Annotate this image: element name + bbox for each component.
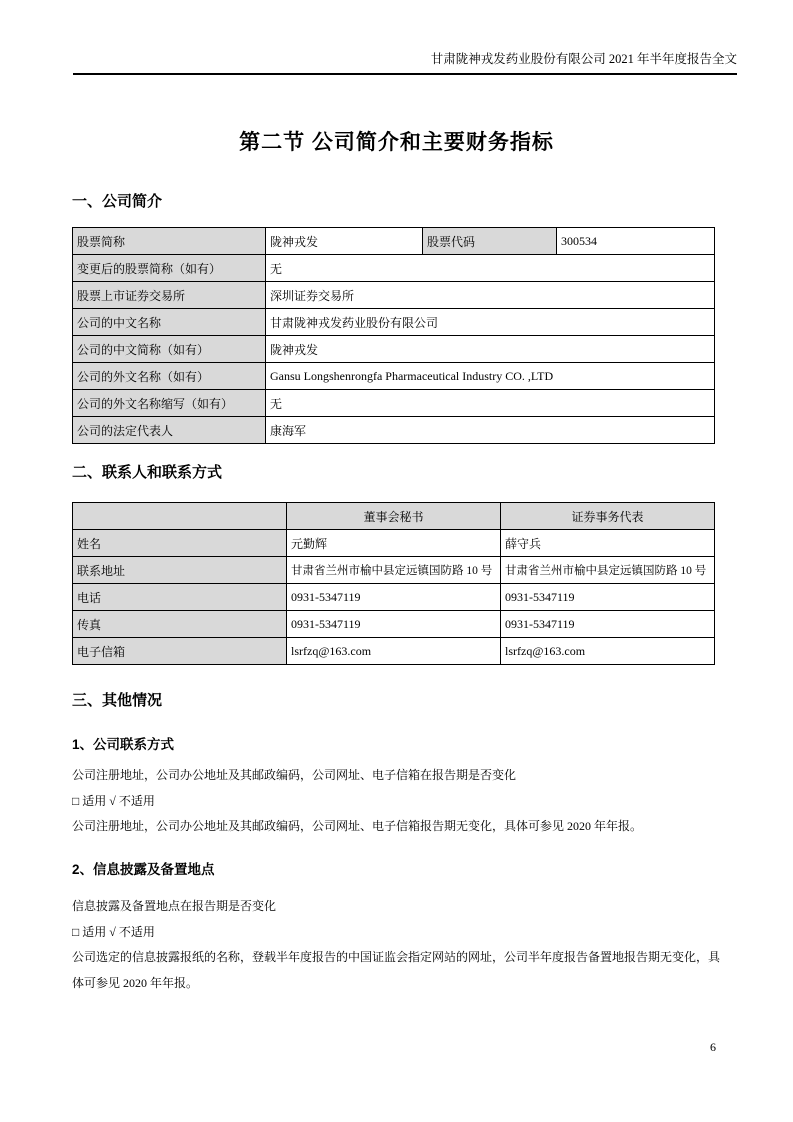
company-profile-table [72, 227, 715, 444]
table-cell-value: 元勤辉 [287, 530, 501, 557]
applicability-line: □ 适用 √ 不适用 [72, 794, 155, 808]
body-text: 信息披露及备置地点在报告期是否变化 [72, 899, 277, 913]
table-row [73, 584, 715, 611]
table-cell-value: 无 [266, 390, 715, 417]
table-row [73, 282, 715, 309]
page-number: 6 [710, 1040, 716, 1054]
table-cell-value: 0931-5347119 [501, 584, 715, 611]
table-cell-value: lsrfzq@163.com [287, 638, 501, 665]
table-cell-value: 甘肃省兰州市榆中县定远镇国防路 10 号 [287, 557, 501, 584]
table-cell-label: 股票代码 [423, 228, 557, 255]
contacts-table [72, 502, 715, 665]
table-header-row [73, 503, 715, 530]
table-cell-value: 0931-5347119 [287, 611, 501, 638]
table-row [73, 638, 715, 665]
table-cell-header: 董事会秘书 [287, 503, 501, 530]
table-cell-blank [73, 503, 287, 530]
table-row [73, 336, 715, 363]
table-row [73, 390, 715, 417]
table-cell-label: 公司的中文简称（如有） [73, 336, 266, 363]
table-cell-label: 姓名 [73, 530, 287, 557]
section-3-heading: 三、其他情况 [72, 692, 163, 709]
applicability-line: □ 适用 √ 不适用 [72, 925, 155, 939]
table-cell-value: Gansu Longshenrongfa Pharmaceutical Industry CO. ,LTD [266, 363, 715, 390]
table-cell-value: 甘肃省兰州市榆中县定远镇国防路 10 号 [501, 557, 715, 584]
table-row [73, 417, 715, 444]
page-header-text: 甘肃陇神戎发药业股份有限公司 2021 年半年度报告全文 [430, 52, 737, 66]
table-cell-label: 变更后的股票简称（如有） [73, 255, 266, 282]
section-2-heading: 二、联系人和联系方式 [72, 464, 223, 481]
table-cell-label: 公司的中文名称 [73, 309, 266, 336]
table-cell-label: 电话 [73, 584, 287, 611]
table-cell-label: 股票上市证券交易所 [73, 282, 266, 309]
page-title: 第二节 公司简介和主要财务指标 [239, 131, 554, 154]
table-cell-label: 公司的外文名称缩写（如有） [73, 390, 266, 417]
table-cell-label: 传真 [73, 611, 287, 638]
table-row [73, 557, 715, 584]
table-cell-value: 甘肃陇神戎发药业股份有限公司 [266, 309, 715, 336]
body-text: 公司注册地址，公司办公地址及其邮政编码，公司网址、电子信箱报告期无变化，具体可参见 2020 年年报。 [72, 819, 643, 833]
table-row [73, 255, 715, 282]
table-cell-label: 公司的法定代表人 [73, 417, 266, 444]
table-cell-header: 证券事务代表 [501, 503, 715, 530]
subsection-1-heading: 1、公司联系方式 [72, 737, 175, 752]
table-cell-value: 0931-5347119 [287, 584, 501, 611]
table-cell-value: 300534 [557, 228, 715, 255]
table-cell-value: lsrfzq@163.com [501, 638, 715, 665]
table-row [73, 309, 715, 336]
section-1-heading: 一、公司简介 [72, 193, 163, 210]
table-row [73, 530, 715, 557]
table-row [73, 611, 715, 638]
table-cell-value: 陇神戎发 [266, 336, 715, 363]
table-cell-value: 薛守兵 [501, 530, 715, 557]
table-cell-value: 无 [266, 255, 715, 282]
table-row [73, 228, 715, 255]
body-text: 公司注册地址，公司办公地址及其邮政编码，公司网址、电子信箱在报告期是否变化 [72, 768, 517, 782]
table-cell-label: 股票简称 [73, 228, 266, 255]
subsection-2-heading: 2、信息披露及备置地点 [72, 862, 215, 877]
page-header [73, 51, 737, 75]
table-cell-label: 电子信箱 [73, 638, 287, 665]
table-row [73, 363, 715, 390]
table-cell-value: 深圳证券交易所 [266, 282, 715, 309]
table-cell-label: 联系地址 [73, 557, 287, 584]
table-cell-label: 公司的外文名称（如有） [73, 363, 266, 390]
table-cell-value: 康海军 [266, 417, 715, 444]
table-cell-value: 0931-5347119 [501, 611, 715, 638]
body-text: 公司选定的信息披露报纸的名称，登载半年度报告的中国证监会指定网站的网址，公司半年度报告备置地报告期无变化，具体可参见 2020 年年报。 [72, 950, 721, 990]
table-cell-value: 陇神戎发 [266, 228, 423, 255]
